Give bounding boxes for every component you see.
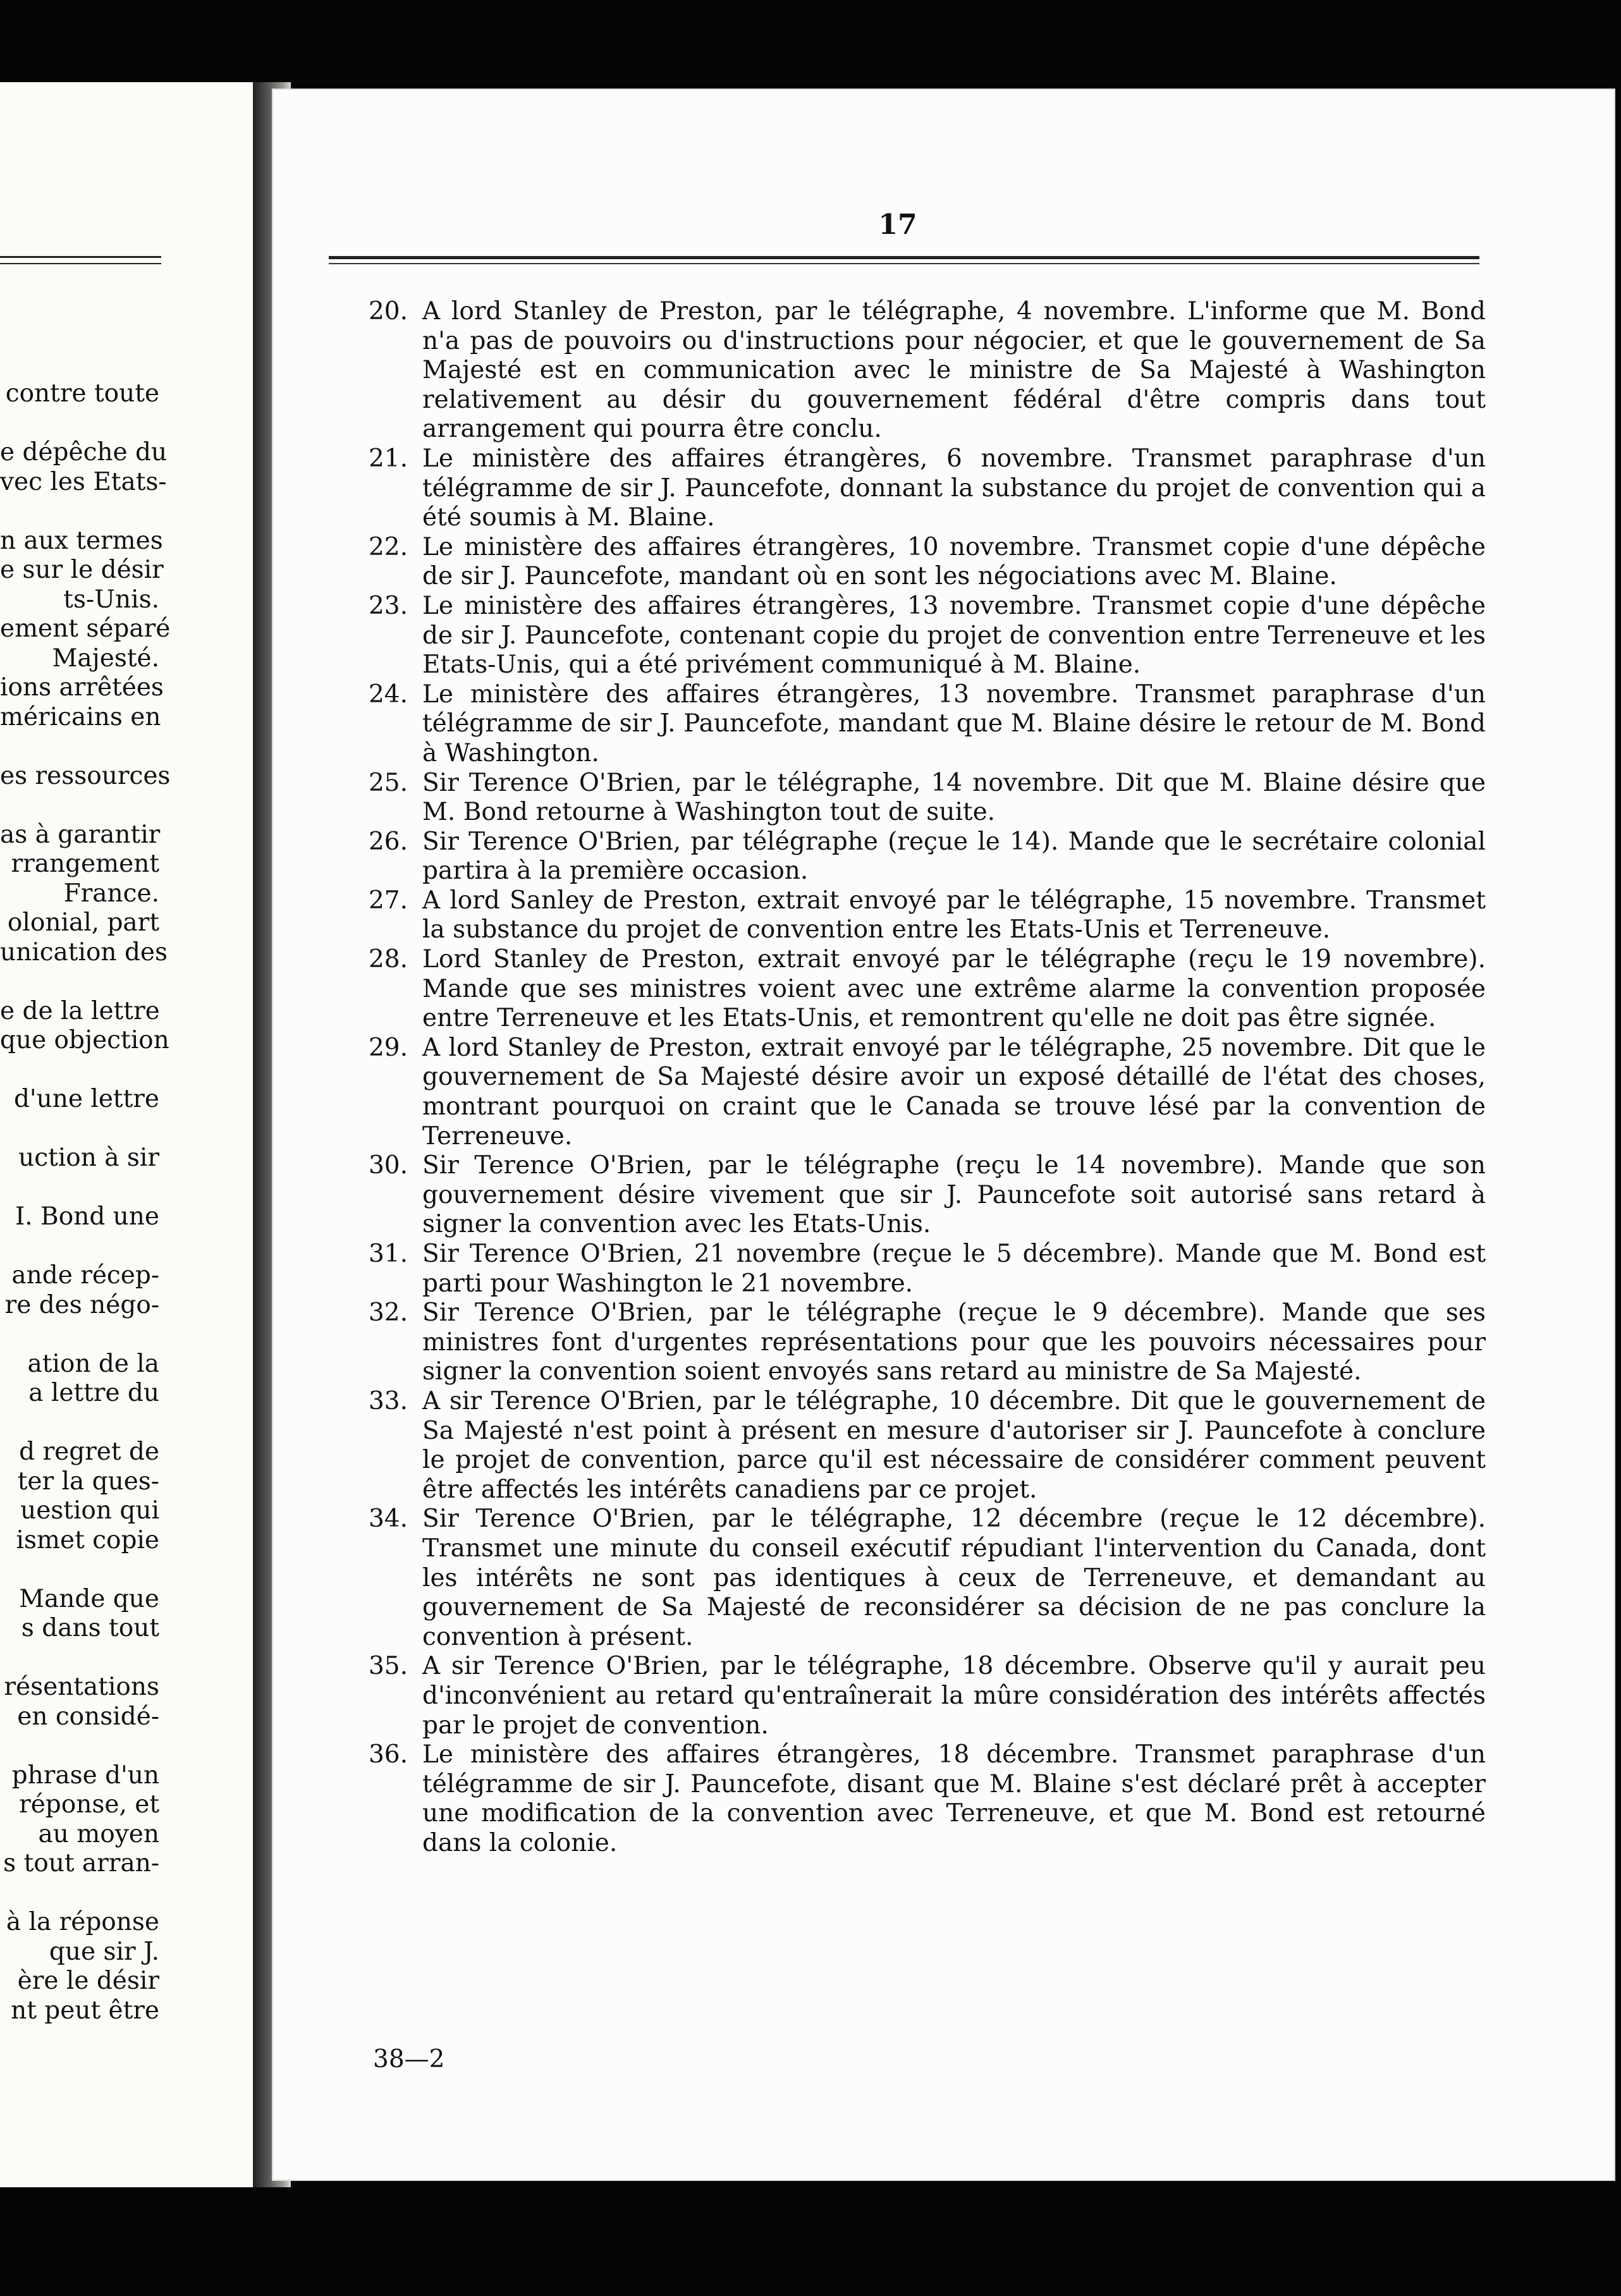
facing-page-line: as à garantir — [0, 820, 161, 849]
facing-page-line: ions arrêtées — [0, 673, 164, 702]
entry-number: 31. — [368, 1240, 408, 1268]
list-item — [310, 1240, 1486, 1298]
facing-page-line: a lettre du — [28, 1379, 159, 1407]
entry-text: Lord Stanley de Preston, extrait envoyé par le télégraphe (reçu le 19 novembre). Mande que ses ministres voient avec une extrême alarme la convention proposée entre Terreneuve et les Etats-Unis, et remontrent qu'elle ne doit pas être signée. — [422, 945, 1486, 1033]
facing-page-line — [0, 1644, 253, 1673]
entry-number: 33. — [368, 1386, 408, 1415]
facing-page-line — [0, 1114, 253, 1144]
header-rule — [329, 263, 1479, 264]
facing-page-line — [0, 409, 253, 439]
facing-page-line: I. Bond une — [15, 1202, 159, 1231]
facing-page-line: France. — [63, 879, 159, 908]
list-item — [310, 1298, 1486, 1387]
facing-page-line — [0, 1232, 253, 1262]
facing-page-line: nt peut être — [11, 1996, 159, 2025]
facing-page-line: olonial, part — [7, 908, 159, 937]
facing-page-line — [0, 967, 253, 997]
facing-page-line: rrangement — [11, 850, 159, 878]
list-item — [310, 1652, 1486, 1740]
entry-number: 35. — [368, 1652, 408, 1681]
facing-page-line: n aux termes — [0, 526, 163, 555]
facing-page-line: uction à sir — [18, 1144, 159, 1172]
facing-page-line: unication des — [0, 937, 168, 967]
entry-number: 30. — [368, 1151, 408, 1180]
entry-text: Sir Terence O'Brien, par le télégraphe (reçue le 9 décembre). Mande que ses ministres font d'urgentes représentations pour que les pouvoirs nécessaires pour signer la convention soient envoyés sans retard au ministre de Sa Majesté. — [422, 1298, 1486, 1386]
facing-page-line — [0, 1731, 253, 1761]
facing-page-line — [0, 1173, 253, 1203]
entry-number: 22. — [368, 532, 408, 561]
facing-page-line: en considé- — [17, 1702, 159, 1731]
facing-page-line — [0, 1555, 253, 1585]
entry-text: A lord Stanley de Preston, extrait envoyé par le télégraphe, 25 novembre. Dit que le gouvernement de Sa Majesté désire avoir un exposé détaillé de l'état des choses, montrant pourquoi on craint que le Canada se trouve lésé par la convention de Terreneuve. — [422, 1033, 1486, 1151]
facing-page-line: ère le désir — [17, 1967, 159, 1995]
facing-page-fragment — [0, 82, 255, 2187]
facing-page-line: phrase d'un — [11, 1761, 159, 1790]
facing-page-line: es ressources — [0, 761, 171, 790]
facing-page-line: Majesté. — [52, 644, 159, 673]
facing-page-line: d regret de — [19, 1438, 159, 1466]
facing-page-line — [0, 1320, 253, 1350]
facing-page-rule — [0, 256, 161, 258]
facing-page-line: ation de la — [27, 1349, 159, 1378]
entry-number: 24. — [368, 680, 408, 709]
entry-text: Le ministère des affaires étrangères, 18 décembre. Transmet paraphrase d'un télégramme de sir J. Pauncefote, disant que M. Blaine s'est déclaré prêt à accepter une modification de la convention avec Terreneuve, et que M. Bond est retourné dans la colonie. — [422, 1740, 1486, 1857]
document-page — [272, 89, 1615, 2181]
entry-number: 26. — [368, 827, 408, 856]
facing-page-line — [0, 1056, 253, 1085]
entry-number: 27. — [368, 886, 408, 915]
list-item — [310, 1034, 1486, 1151]
entry-number: 20. — [368, 297, 408, 326]
entry-number: 25. — [368, 768, 408, 797]
list-item — [310, 1387, 1486, 1505]
list-item — [310, 680, 1486, 769]
list-item — [310, 769, 1486, 827]
list-item — [310, 1740, 1486, 1858]
page-number: 17 — [878, 209, 917, 241]
facing-page-line: réponse, et — [19, 1790, 159, 1819]
entry-text: Le ministère des affaires étrangères, 13 novembre. Transmet copie d'une dépêche de sir J. Pauncefote, contenant copie du projet de convention entre Terreneuve et les Etats-Unis, qui a été privément communiqué à M. Blaine. — [422, 591, 1486, 680]
facing-page-rule — [0, 263, 161, 264]
entry-list — [310, 297, 1486, 1858]
entry-text: Le ministère des affaires étrangères, 6 novembre. Transmet paraphrase d'un télégramme de sir J. Pauncefote, donnant la substance du projet de convention qui a été soumis à M. Blaine. — [422, 444, 1486, 532]
facing-page-line — [0, 1408, 253, 1438]
facing-page-line: que sir J. — [49, 1937, 159, 1966]
entry-text: Sir Terence O'Brien, par le télégraphe, 14 novembre. Dit que M. Blaine désire que M. Bond retourne à Washington tout de suite. — [422, 768, 1486, 827]
facing-page-line: s tout arran- — [3, 1849, 159, 1878]
entry-text: Le ministère des affaires étrangères, 13 novembre. Transmet paraphrase d'un télégramme de sir J. Pauncefote, mandant que M. Blaine désire le retour de M. Bond à Washington. — [422, 680, 1486, 767]
facing-page-line: au moyen — [38, 1819, 159, 1848]
facing-page-line: contre toute — [5, 379, 159, 408]
entry-text: A sir Terence O'Brien, par le télégraphe, 18 décembre. Observe qu'il y aurait peu d'inconvénient au retard qu'entraînerait la mûre considération des intérêts affectés par le projet de convention. — [422, 1652, 1486, 1740]
facing-page-line: ismet copie — [16, 1525, 159, 1554]
facing-page-line: e de la lettre — [0, 996, 160, 1025]
list-item — [310, 592, 1486, 680]
entry-text: Sir Terence O'Brien, par télégraphe (reçue le 14). Mande que le secrétaire colonial partira à la première occasion. — [422, 827, 1486, 886]
facing-page-line: résentations — [4, 1673, 159, 1701]
entry-number: 34. — [368, 1505, 408, 1534]
facing-page-line: e sur le désir — [0, 556, 164, 584]
entry-text: Sir Terence O'Brien, par le télégraphe, 12 décembre (reçue le 12 décembre). Transmet une minute du conseil exécutif répudiant l'intervention du Canada, dont les intérêts ne sont pas identiques à ceux de Terreneuve, et demandant au gouvernement de Sa Majesté de reconsidérer sa décision de ne pas conclure la convention à présent. — [422, 1505, 1486, 1651]
facing-page-line: ande récep- — [11, 1261, 159, 1290]
facing-page-line: Mande que — [19, 1584, 159, 1613]
list-item — [310, 1151, 1486, 1240]
facing-page-line: vec les Etats- — [0, 467, 167, 496]
facing-page-line: s dans tout — [21, 1614, 159, 1642]
facing-page-line: re des négo- — [4, 1290, 159, 1319]
entry-number: 23. — [368, 591, 408, 620]
entry-number: 29. — [368, 1033, 408, 1062]
facing-page-line: à la réponse — [6, 1908, 159, 1936]
entry-text: A lord Stanley de Preston, par le télégraphe, 4 novembre. L'informe que M. Bond n'a pas de pouvoirs ou d'instructions pour négocier, et que le gouvernement de Sa Majesté est en communication avec le ministre de Sa Majesté à Washington relativement au désir du gouvernement fédéral d'être compris dans tout arrangement qui pourra être conclu. — [422, 297, 1486, 444]
facing-page-line — [0, 732, 253, 762]
facing-page-line — [0, 1879, 253, 1908]
facing-page-line: uestion qui — [20, 1496, 159, 1525]
entry-number: 36. — [368, 1740, 408, 1769]
entry-number: 32. — [368, 1298, 408, 1328]
facing-page-text — [0, 379, 253, 2025]
facing-page-line — [0, 497, 253, 527]
facing-page-line: ter la ques- — [17, 1467, 159, 1496]
entry-text: Sir Terence O'Brien, par le télégraphe (reçu le 14 novembre). Mande que son gouvernement désire vivement que sir J. Pauncefote soit autorisé sans retard à signer la convention avec les Etats-Unis. — [422, 1151, 1486, 1239]
signature-mark: 38—2 — [373, 2045, 445, 2073]
facing-page-line: méricains en — [0, 702, 161, 731]
entry-number: 21. — [368, 444, 408, 473]
list-item — [310, 297, 1486, 444]
list-item — [310, 533, 1486, 592]
entry-text: A sir Terence O'Brien, par le télégraphe, 10 décembre. Dit que le gouvernement de Sa Majesté n'est point à présent en mesure d'autoriser sir J. Pauncefote à conclure le projet de convention, parce qu'il est nécessaire de considérer comment peuvent être affectés les intérêts canadiens par ce projet. — [422, 1386, 1486, 1504]
header-rule — [329, 256, 1479, 259]
list-item — [310, 1505, 1486, 1652]
facing-page-line: d'une lettre — [13, 1085, 159, 1113]
list-item — [310, 886, 1486, 945]
facing-page-line: e dépêche du — [0, 438, 168, 467]
list-item — [310, 827, 1486, 886]
list-item — [310, 945, 1486, 1034]
facing-page-line — [0, 791, 253, 821]
facing-page-line: ts-Unis. — [63, 585, 159, 614]
facing-page-line: que objection — [0, 1026, 169, 1054]
facing-page-line: ement séparé — [0, 614, 171, 643]
entry-text: Le ministère des affaires étrangères, 10 novembre. Transmet copie d'une dépêche de sir J. Pauncefote, mandant où en sont les négociations avec M. Blaine. — [422, 532, 1486, 591]
list-item — [310, 444, 1486, 533]
entry-text: Sir Terence O'Brien, 21 novembre (reçue le 5 décembre). Mande que M. Bond est parti pour Washington le 21 novembre. — [422, 1240, 1486, 1298]
entry-text: A lord Sanley de Preston, extrait envoyé par le télégraphe, 15 novembre. Transmet la substance du projet de convention entre les Etats-Unis et Terreneuve. — [422, 886, 1486, 944]
entry-number: 28. — [368, 945, 408, 974]
